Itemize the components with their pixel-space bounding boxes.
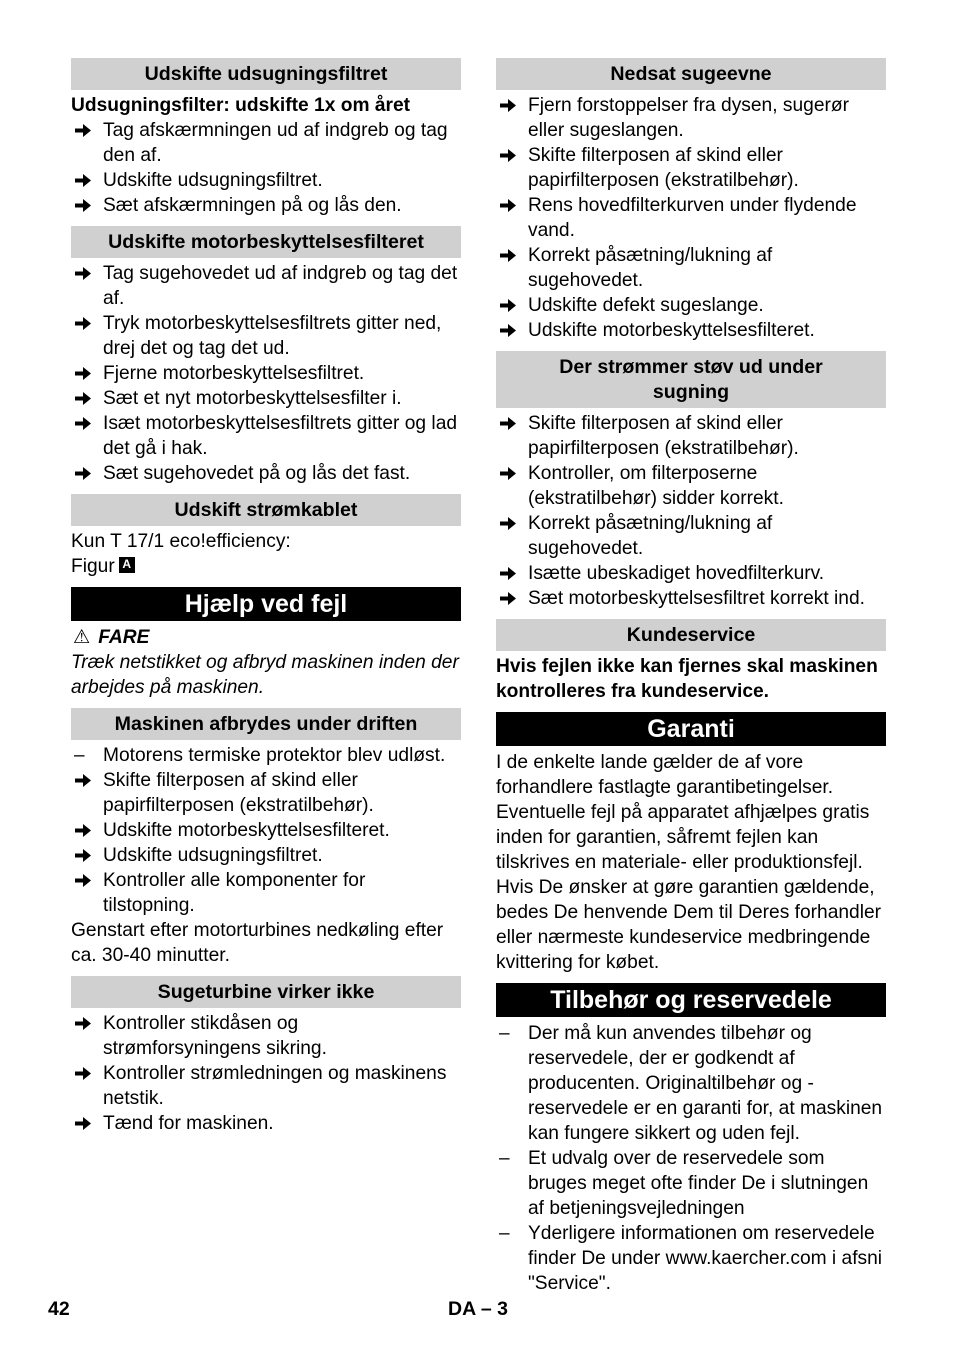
- list-item: [496, 511, 886, 561]
- list-item: [496, 411, 886, 461]
- list-item-text: Sæt et nyt motorbeskyttelsesfilter i.: [103, 388, 402, 409]
- section-heading: Kundeservice: [496, 619, 886, 651]
- warning-text: Træk netstikket og afbryd maskinen inden der arbejdes på maskinen.: [71, 652, 459, 698]
- arrow-right-icon: [74, 461, 98, 486]
- list-item: [496, 1221, 886, 1296]
- list-item: [71, 1111, 461, 1136]
- arrow-right-icon: [74, 311, 98, 336]
- section-label: DA – 3: [448, 1298, 508, 1320]
- list-item-text: Tag sugehovedet ud af indgreb og tag det af.: [103, 263, 458, 309]
- section-heading: Sugeturbine virker ikke: [71, 976, 461, 1008]
- body-text: Kun T 17/1 eco!efficiency:: [71, 531, 291, 552]
- arrow-right-icon: [499, 293, 523, 318]
- body-text: I de enkelte lande gælder de af vore forhandlere fastlagte garantibetingelser. Eventuelle fejl på apparatet afhjælpes gratis inden for garantien, såfremt fejlen kan tilskrives en materiale- eller produktionsfejl. Hvis De ønsker at gøre garantien gældende, bedes De henvende Dem til Deres forhandler eller nærmeste kundeservice medbringende kvittering for købet.: [496, 752, 882, 973]
- arrow-right-icon: [74, 768, 98, 793]
- arrow-right-icon: [74, 1011, 98, 1036]
- bullet-list: [496, 411, 886, 611]
- arrow-right-icon: [499, 586, 523, 611]
- list-item-text: Isætte ubeskadiget hovedfilterkurv.: [528, 563, 825, 584]
- arrow-right-icon: [499, 93, 523, 118]
- list-item-text: Motorens termiske protektor blev udløst.: [103, 745, 446, 766]
- list-item-text: Skifte filterposen af skind eller papirfilterposen (ekstratilbehør).: [103, 770, 374, 816]
- chapter-heading: Garanti: [496, 712, 886, 746]
- list-item-text: Udskifte udsugningsfiltret.: [103, 170, 323, 191]
- chapter-heading: Tilbehør og reservedele: [496, 983, 886, 1017]
- list-item: [71, 1011, 461, 1061]
- warning-triangle-icon: ⚠: [73, 627, 91, 648]
- figure-label: Figur: [71, 556, 115, 577]
- list-item: [496, 586, 886, 611]
- list-item-text: Sæt motorbeskyttelsesfiltret korrekt ind.: [528, 588, 865, 609]
- list-item: [496, 193, 886, 243]
- list-item: [496, 243, 886, 293]
- list-item: [496, 143, 886, 193]
- list-item: [71, 311, 461, 361]
- arrow-right-icon: [499, 461, 523, 486]
- list-item-text: Korrekt påsætning/lukning af sugehovedet.: [528, 513, 773, 559]
- list-item: [71, 868, 461, 918]
- list-item: [71, 743, 461, 768]
- list-item-text: Fjern forstoppelser fra dysen, sugerør eller sugeslangen.: [528, 95, 849, 141]
- arrow-right-icon: [74, 168, 98, 193]
- bullet-list: [496, 93, 886, 343]
- arrow-right-icon: [74, 386, 98, 411]
- list-item: [71, 168, 461, 193]
- list-item-text: Rens hovedfilterkurven under flydende vand.: [528, 195, 857, 241]
- list-item-text: Udskifte defekt sugeslange.: [528, 295, 764, 316]
- arrow-right-icon: [499, 318, 523, 343]
- list-item-text: Skifte filterposen af skind eller papirfilterposen (ekstratilbehør).: [528, 145, 799, 191]
- list-item-text: Udskifte motorbeskyttelsesfilteret.: [103, 820, 390, 841]
- list-item: [496, 318, 886, 343]
- list-item-text: Tag afskærmningen ud af indgreb og tag den af.: [103, 120, 448, 166]
- arrow-right-icon: [74, 1061, 98, 1086]
- left-column: [71, 58, 461, 1136]
- list-item: [496, 293, 886, 318]
- section-subtitle: Udsugningsfilter: udskifte 1x om året: [71, 95, 411, 116]
- list-item: [496, 1021, 886, 1146]
- list-item: [71, 261, 461, 311]
- list-item-text: Et udvalg over de reservedele som bruges meget ofte finder De i slutningen af betjeningsvejledningen: [528, 1148, 869, 1219]
- page-number: 42: [48, 1298, 70, 1320]
- list-item: [71, 193, 461, 218]
- list-item: [71, 843, 461, 868]
- arrow-right-icon: [74, 411, 98, 436]
- dash-marker: –: [499, 1148, 510, 1169]
- list-item-text: Korrekt påsætning/lukning af sugehovedet.: [528, 245, 773, 291]
- arrow-right-icon: [74, 118, 98, 143]
- list-item: [71, 768, 461, 818]
- list-item-text: Skifte filterposen af skind eller papirfilterposen (ekstratilbehør).: [528, 413, 799, 459]
- dash-marker: –: [499, 1223, 510, 1244]
- list-item-text: Kontroller alle komponenter for tilstopning.: [103, 870, 366, 916]
- arrow-right-icon: [499, 561, 523, 586]
- warning-label: FARE: [98, 627, 150, 648]
- arrow-right-icon: [74, 868, 98, 893]
- arrow-right-icon: [499, 143, 523, 168]
- bullet-list: [71, 768, 461, 918]
- list-item-text: Kontroller strømledningen og maskinens netstik.: [103, 1063, 447, 1109]
- list-item-text: Der må kun anvendes tilbehør og reservedele, der er godkendt af producenten. Originaltilbehør og -reservedele er en garanti for, at maskinen kan fungere sikkert og uden fejl.: [528, 1023, 883, 1144]
- list-item: [71, 361, 461, 386]
- figure-reference: [71, 554, 461, 579]
- list-item: [71, 411, 461, 461]
- warning-header: [71, 625, 461, 650]
- list-item: [496, 561, 886, 586]
- list-item-text: Tænd for maskinen.: [103, 1113, 274, 1134]
- list-item-text: Sæt sugehovedet på og lås det fast.: [103, 463, 411, 484]
- section-heading: Der strømmer støv ud under sugning: [496, 351, 886, 408]
- list-item-text: Tryk motorbeskyttelsesfiltrets gitter ned, drej det og tag det ud.: [103, 313, 442, 359]
- list-item-text: Kontroller, om filterposerne (ekstratilbehør) sidder korrekt.: [528, 463, 784, 509]
- body-text: Genstart efter motorturbines nedkøling efter ca. 30-40 minutter.: [71, 920, 444, 966]
- arrow-right-icon: [499, 243, 523, 268]
- list-item-text: Isæt motorbeskyttelsesfiltrets gitter og lad det gå i hak.: [103, 413, 458, 459]
- arrow-right-icon: [74, 843, 98, 868]
- arrow-right-icon: [74, 193, 98, 218]
- bullet-list: [71, 118, 461, 218]
- list-item: [71, 1061, 461, 1111]
- bullet-list: [496, 1021, 886, 1296]
- list-item: [71, 118, 461, 168]
- arrow-right-icon: [74, 261, 98, 286]
- bullet-list: [71, 261, 461, 486]
- section-heading: Maskinen afbrydes under driften: [71, 708, 461, 740]
- list-item: [71, 461, 461, 486]
- list-item-text: Sæt afskærmningen på og lås den.: [103, 195, 402, 216]
- arrow-right-icon: [499, 193, 523, 218]
- figure-badge: A: [119, 557, 135, 573]
- bullet-list: [71, 1011, 461, 1136]
- section-heading: Udskifte udsugningsfiltret: [71, 58, 461, 90]
- list-item-text: Udskifte udsugningsfiltret.: [103, 845, 323, 866]
- section-heading: Nedsat sugeevne: [496, 58, 886, 90]
- arrow-right-icon: [74, 361, 98, 386]
- list-item: [71, 386, 461, 411]
- right-column: [496, 58, 886, 1296]
- body-text: Hvis fejlen ikke kan fjernes skal maskinen kontrolleres fra kundeservice.: [496, 656, 878, 702]
- chapter-heading: Hjælp ved fejl: [71, 587, 461, 621]
- section-heading: Udskifte motorbeskyttelsesfilteret: [71, 226, 461, 258]
- arrow-right-icon: [74, 818, 98, 843]
- list-item-text: Yderligere informationen om reservedele finder De under www.kaercher.com i afsni "Service".: [528, 1223, 883, 1294]
- dash-marker: –: [499, 1023, 510, 1044]
- arrow-right-icon: [499, 411, 523, 436]
- list-item-text: Udskifte motorbeskyttelsesfilteret.: [528, 320, 815, 341]
- list-item: [496, 93, 886, 143]
- list-item: [496, 461, 886, 511]
- list-item: [496, 1146, 886, 1221]
- list-item-text: Fjerne motorbeskyttelsesfiltret.: [103, 363, 365, 384]
- dash-marker: –: [74, 745, 85, 766]
- list-item-text: Kontroller stikdåsen og strømforsyningens sikring.: [103, 1013, 327, 1059]
- list-item: [71, 818, 461, 843]
- arrow-right-icon: [74, 1111, 98, 1136]
- arrow-right-icon: [499, 511, 523, 536]
- section-heading: Udskift strømkablet: [71, 494, 461, 526]
